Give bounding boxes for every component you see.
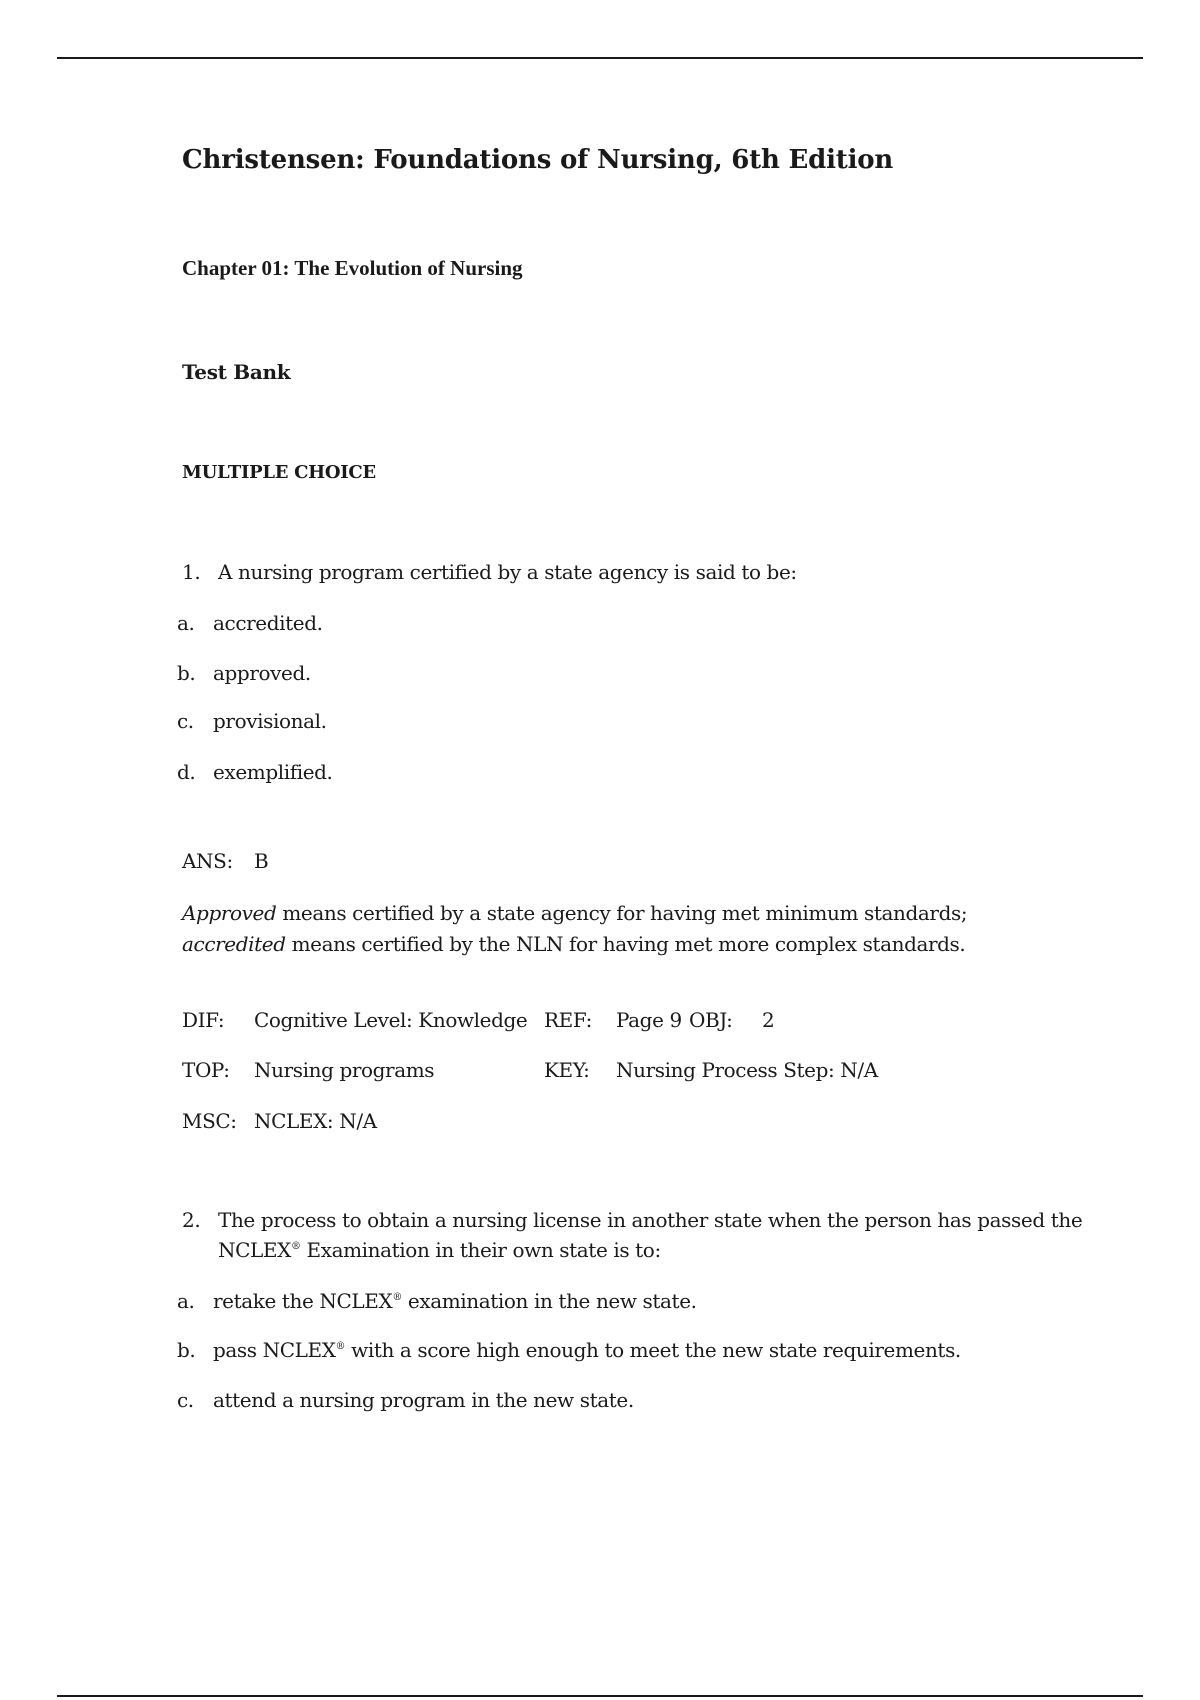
question-1-option-d-letter: d. bbox=[177, 760, 196, 784]
registered-mark: ® bbox=[335, 1341, 346, 1352]
question-2-number: 2. bbox=[182, 1208, 201, 1232]
option-b-part-1: pass NCLEX bbox=[213, 1338, 336, 1362]
msc-label: MSC: bbox=[182, 1109, 237, 1133]
question-2-stem-line-1: The process to obtain a nursing license in another state when the person has passed the bbox=[218, 1208, 1083, 1232]
top-rule bbox=[57, 57, 1143, 59]
registered-mark: ® bbox=[392, 1292, 402, 1303]
question-1-option-c-letter: c. bbox=[177, 709, 194, 733]
option-a-part-1: retake the NCLEX bbox=[213, 1289, 393, 1313]
question-1-number: 1. bbox=[182, 560, 201, 584]
question-1-stem: A nursing program certified by a state agency is said to be: bbox=[218, 560, 797, 584]
question-2-stem-line-2 bbox=[218, 1238, 661, 1262]
top-label: TOP: bbox=[182, 1058, 230, 1082]
section-title: MULTIPLE CHOICE bbox=[182, 462, 376, 483]
obj-value: 2 bbox=[762, 1008, 775, 1032]
dif-value: Cognitive Level: Knowledge bbox=[254, 1008, 528, 1032]
option-b-part-2: with a score high enough to meet the new state requirements. bbox=[345, 1338, 961, 1362]
rationale-text-1: means certified by a state agency for having met minimum standards; bbox=[276, 901, 968, 925]
question-1-option-a: accredited. bbox=[213, 611, 323, 635]
test-bank-title: Test Bank bbox=[182, 360, 291, 384]
question-2-option-a bbox=[213, 1289, 697, 1313]
question-2-option-b-letter: b. bbox=[177, 1338, 196, 1362]
nclex-term: NCLEX bbox=[218, 1238, 291, 1262]
ref-value: Page 9 bbox=[616, 1008, 682, 1032]
msc-value: NCLEX: N/A bbox=[254, 1109, 377, 1133]
question-1-option-a-letter: a. bbox=[177, 611, 195, 635]
question-1-option-c: provisional. bbox=[213, 709, 327, 733]
rationale bbox=[182, 898, 1062, 960]
bottom-rule bbox=[57, 1695, 1143, 1697]
question-2-stem-line-2-rest: Examination in their own state is to: bbox=[300, 1238, 661, 1262]
question-1-option-d: exemplified. bbox=[213, 760, 333, 784]
question-1-option-b: approved. bbox=[213, 661, 311, 685]
chapter-title: Chapter 01: The Evolution of Nursing bbox=[182, 256, 523, 280]
ref-label: REF: bbox=[544, 1008, 592, 1032]
rationale-text-2: means certified by the NLN for having met more complex standards. bbox=[285, 932, 966, 956]
question-2-option-b bbox=[213, 1338, 961, 1362]
obj-label: OBJ: bbox=[689, 1008, 733, 1032]
book-title: Christensen: Foundations of Nursing, 6th Edition bbox=[182, 145, 894, 175]
option-a-part-2: examination in the new state. bbox=[401, 1289, 697, 1313]
answer-value: B bbox=[254, 849, 269, 873]
question-1-option-b-letter: b. bbox=[177, 661, 196, 685]
top-value: Nursing programs bbox=[254, 1058, 435, 1082]
rationale-term-approved: Approved bbox=[182, 901, 277, 925]
registered-mark: ® bbox=[290, 1241, 301, 1252]
answer-label: ANS: bbox=[182, 849, 233, 873]
dif-label: DIF: bbox=[182, 1008, 225, 1032]
key-value: Nursing Process Step: N/A bbox=[616, 1058, 878, 1082]
question-2-option-a-letter: a. bbox=[177, 1289, 195, 1313]
question-2-option-c: attend a nursing program in the new state. bbox=[213, 1388, 634, 1412]
question-2-option-c-letter: c. bbox=[177, 1388, 194, 1412]
key-label: KEY: bbox=[544, 1058, 590, 1082]
rationale-term-accredited: accredited bbox=[182, 932, 286, 956]
